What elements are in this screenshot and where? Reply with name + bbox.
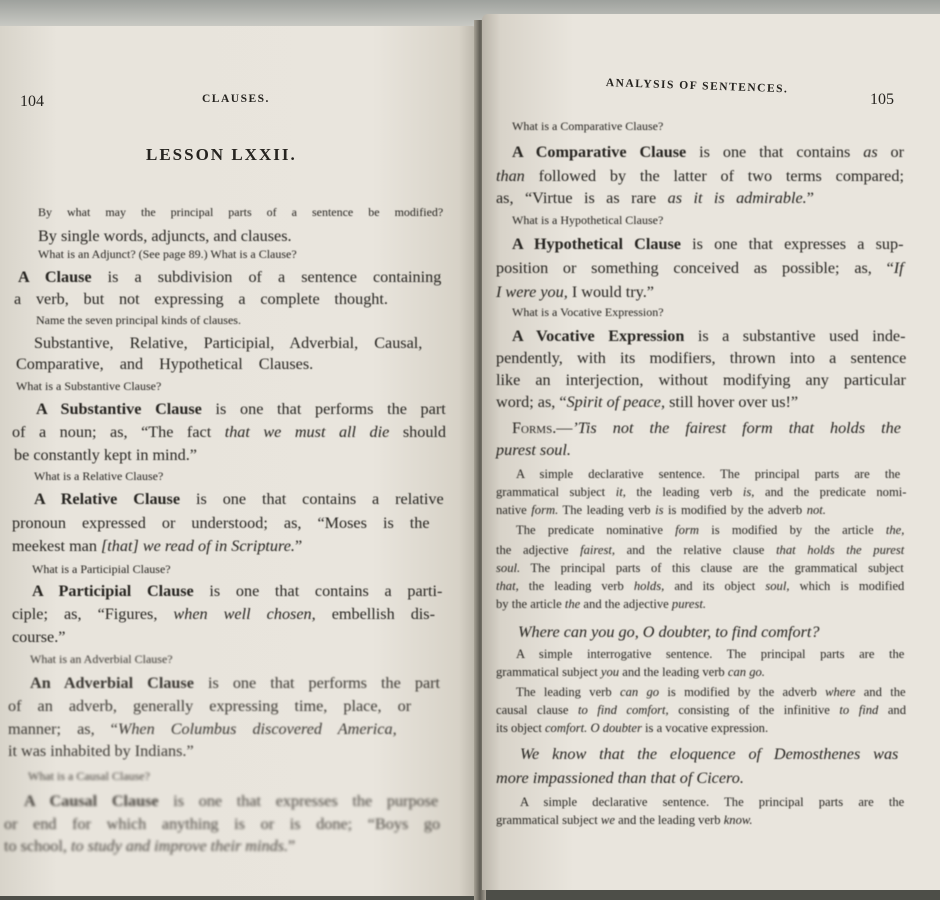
text-segment: as, “Virtue is as rare: [496, 189, 668, 207]
text-segment: is modified by the article: [698, 523, 886, 537]
small-line: [496, 544, 904, 557]
text-segment: grammatical subject: [496, 485, 616, 499]
question-line: [512, 214, 663, 226]
answer-line: [24, 793, 438, 809]
text-segment: form.: [531, 503, 559, 517]
question-line: [16, 380, 161, 392]
text-segment: I were you,: [496, 283, 568, 301]
text-segment: it,: [615, 485, 626, 499]
small-line: [496, 814, 752, 827]
text-segment: ”: [294, 537, 303, 555]
answer-line: [12, 424, 446, 440]
answer-line: [496, 372, 906, 388]
text-segment: its object: [496, 721, 545, 735]
text-segment: By single words, adjuncts, and clauses.: [38, 227, 292, 245]
text-segment: A Causal Clause: [24, 792, 159, 810]
text-segment: the leading verb: [625, 485, 743, 499]
text-segment: and: [878, 703, 907, 717]
text-segment: and its object: [664, 579, 766, 593]
small-line: [516, 648, 904, 661]
text-segment: and the adjective: [580, 597, 672, 611]
example-line: [518, 624, 820, 640]
small-line: [516, 686, 906, 699]
example-line: [520, 746, 898, 762]
example-line: [496, 770, 744, 786]
text-segment: A Participial Clause: [32, 582, 194, 600]
text-segment: A simple declarative sentence. The principal parts are the: [520, 795, 905, 809]
text-segment: form: [675, 523, 699, 537]
question-line: [38, 206, 443, 218]
text-segment: to study and improve their minds.: [71, 837, 289, 855]
text-segment: is one that contains: [686, 143, 864, 161]
running-head: CLAUSES.: [202, 93, 270, 105]
text-segment: O doubter: [590, 721, 642, 735]
text-segment: A simple interrogative sentence. The principal parts are the: [516, 647, 905, 661]
text-segment: or: [877, 143, 905, 161]
text-segment: ”: [806, 189, 814, 207]
question-line: [30, 653, 173, 665]
answer-line: [38, 228, 292, 244]
text-segment: manner; as, “: [8, 720, 118, 738]
text-segment: ciple; as, “Figures,: [12, 605, 174, 623]
text-segment: course.”: [12, 628, 66, 646]
answer-line: [8, 721, 397, 737]
text-segment: What is a Hypothetical Clause?: [512, 213, 664, 227]
text-segment: What is an Adverbial Clause?: [30, 652, 173, 666]
question-line: [28, 770, 150, 782]
text-segment: you: [600, 665, 620, 679]
text-segment: is one that performs the part: [201, 400, 446, 418]
text-segment: By what may the principal parts of a sentence be modified?: [38, 205, 444, 219]
answer-line: [12, 515, 430, 531]
left-page: [0, 26, 478, 896]
answer-line: [12, 629, 65, 645]
text-segment: purest soul.: [496, 441, 571, 459]
text-segment: and the leading verb: [614, 813, 724, 827]
text-segment: a verb, but not expressing a complete thought.: [14, 290, 388, 308]
text-segment: What is a Comparative Clause?: [512, 119, 664, 133]
text-segment: or end for which anything is or is done; “Boys go: [4, 815, 441, 833]
answer-line: [32, 583, 442, 599]
text-segment: Forms: [512, 419, 553, 437]
text-segment: I would try.”: [567, 283, 654, 301]
small-line: [496, 580, 904, 593]
text-segment: more impassioned than that of Cicero.: [496, 769, 744, 787]
text-segment: What is a Substantive Clause?: [16, 379, 162, 393]
text-segment: not.: [806, 503, 826, 517]
text-segment: is modified by the adverb: [663, 503, 807, 517]
text-segment: purest.: [671, 597, 707, 611]
text-segment: is a vocative expression.: [641, 721, 769, 735]
text-segment: position or something conceived as possible; as, “: [496, 259, 894, 277]
text-segment: by the article: [496, 597, 565, 611]
page-number: 105: [870, 91, 894, 108]
answer-line: [496, 394, 798, 410]
text-segment: like an interjection, without modifying any particular: [496, 371, 906, 389]
text-segment: comfort.: [544, 721, 588, 735]
text-segment: is one that expresses a sup-: [680, 235, 904, 253]
answer-line: [4, 838, 295, 854]
text-segment: What is a Vocative Expression?: [512, 305, 664, 319]
text-segment: should: [389, 423, 447, 441]
text-segment: A Comparative Clause: [512, 143, 687, 161]
text-segment: embellish dis-: [315, 605, 435, 623]
text-segment: A Hypothetical Clause: [512, 235, 681, 253]
text-segment: the adjective: [496, 543, 581, 557]
text-segment: is a substantive used inde-: [684, 327, 906, 345]
text-segment: to school,: [4, 837, 71, 855]
question-line: [512, 120, 663, 132]
text-segment: and the relative clause: [615, 543, 777, 557]
text-segment: where: [825, 685, 856, 699]
text-segment: is one that contains a relative: [180, 490, 444, 508]
answer-line: [496, 284, 654, 300]
text-segment: is a subdivision of a sentence containing: [91, 268, 442, 286]
answer-line: [512, 144, 904, 160]
text-segment: is modified by the adverb: [659, 685, 826, 699]
text-segment: Spirit of peace,: [566, 393, 666, 411]
text-segment: is one that expresses the purpose: [158, 792, 439, 810]
text-segment: that,: [496, 579, 519, 593]
answer-line: [36, 401, 446, 417]
question-line: [32, 563, 171, 575]
text-segment: A Vocative Expression: [512, 327, 685, 345]
answer-line: [496, 260, 904, 276]
text-segment: it was inhabited by Indians.”: [8, 742, 194, 760]
running-head: ANALYSIS OF SENTENCES.: [605, 77, 789, 96]
answer-line: [14, 447, 197, 463]
text-segment: to find: [839, 703, 879, 717]
answer-line: [496, 168, 904, 184]
text-segment: is,: [742, 485, 755, 499]
text-segment: the: [564, 597, 581, 611]
text-segment: soul,: [765, 579, 790, 593]
text-segment: can go.: [727, 665, 765, 679]
small-line: [496, 562, 904, 575]
text-segment: .—: [552, 419, 573, 437]
text-segment: and the leading verb: [619, 665, 728, 679]
text-segment: know.: [723, 813, 753, 827]
small-line: [496, 486, 906, 499]
answer-line: [496, 442, 571, 458]
text-segment: grammatical subject: [496, 665, 601, 679]
text-segment: What is a Participial Clause?: [32, 562, 171, 576]
text-segment: fairest,: [580, 543, 616, 557]
text-segment: When Columbus discovered America,: [117, 720, 397, 738]
answer-line: [18, 269, 441, 285]
text-segment: followed by the latter of two terms compared;: [524, 167, 904, 185]
right-page: [482, 14, 940, 890]
text-segment: The leading verb: [516, 685, 620, 699]
answer-line: [496, 350, 906, 366]
text-segment: soul.: [496, 561, 521, 575]
small-line: [516, 524, 904, 537]
page-number: 104: [20, 93, 44, 110]
text-segment: meekest man: [12, 537, 101, 555]
text-segment: native: [496, 503, 532, 517]
question-line: [38, 248, 297, 260]
text-segment: can go: [619, 685, 660, 699]
text-segment: to find comfort,: [577, 703, 669, 717]
text-segment: What is a Relative Clause?: [34, 469, 164, 483]
text-segment: The principal parts of this clause are the grammatical subject: [520, 561, 904, 575]
text-segment: of an adverb, generally expressing time, place, or: [8, 697, 412, 715]
text-segment: An Adverbial Clause: [30, 674, 194, 692]
small-line: [496, 666, 765, 679]
small-line: [496, 598, 706, 611]
text-segment: What is an Adjunct? (See page 89.) What is a Clause?: [38, 247, 297, 261]
text-segment: when well chosen,: [173, 605, 316, 623]
text-segment: word; as, “: [496, 393, 567, 411]
text-segment: we: [600, 813, 615, 827]
text-segment: The leading verb: [558, 503, 656, 517]
text-segment: If: [893, 259, 904, 277]
text-segment: than: [496, 167, 525, 185]
text-segment: A simple declarative sentence. The principal parts are the: [516, 467, 901, 481]
text-segment: Name the seven principal kinds of clauses.: [36, 313, 241, 327]
answer-line: [496, 190, 814, 206]
text-segment: as it is admirable.: [667, 189, 807, 207]
text-segment: consisting of the infinitive: [668, 703, 840, 717]
text-segment: the,: [885, 523, 905, 537]
text-segment: We know that the eloquence of Demosthenes was: [520, 745, 899, 763]
text-segment: grammatical subject: [496, 813, 601, 827]
answer-line: [14, 291, 388, 307]
answer-line: [12, 606, 435, 622]
text-segment: pendently, with its modifiers, thrown into a sentence: [496, 349, 907, 367]
answer-line: [30, 675, 440, 691]
small-line: [496, 504, 826, 517]
text-segment: is one that performs the part: [193, 674, 441, 692]
small-line: [520, 796, 904, 809]
question-line: [36, 314, 241, 326]
small-line: [516, 468, 900, 481]
question-line: [512, 306, 664, 318]
text-segment: ’Tis not the fairest form that holds the: [572, 419, 901, 437]
text-segment: be constantly kept in mind.”: [14, 446, 197, 464]
text-segment: A Relative Clause: [34, 490, 181, 508]
text-segment: and the predicate nomi-: [754, 485, 907, 499]
text-segment: Substantive, Relative, Participial, Adverbial, Causal,: [34, 334, 423, 352]
small-line: [496, 722, 768, 735]
text-segment: of a noun; as, “The fact: [12, 423, 225, 441]
text-segment: that we must all die: [224, 423, 390, 441]
answer-line: [512, 236, 904, 252]
text-segment: causal clause: [496, 703, 578, 717]
text-segment: A Clause: [18, 268, 92, 286]
text-segment: [that] we read of in Scripture.: [101, 537, 295, 555]
text-segment: A Substantive Clause: [36, 400, 202, 418]
text-segment: is one that contains a parti-: [193, 582, 443, 600]
text-segment: the leading verb: [518, 579, 634, 593]
text-segment: Where can you go, O doubter, to find comfort?: [518, 623, 820, 641]
answer-line: [512, 420, 901, 436]
answer-line: [512, 328, 906, 344]
text-segment: as: [863, 143, 878, 161]
text-segment: Comparative, and Hypothetical Clauses.: [16, 355, 314, 373]
text-segment: and the: [855, 685, 906, 699]
text-segment: is: [655, 503, 664, 517]
lesson-title: LESSON LXXII.: [146, 145, 297, 164]
text-segment: The predicate nominative: [516, 523, 676, 537]
text-segment: still hover over us!”: [665, 393, 799, 411]
answer-line: [4, 816, 440, 832]
text-segment: which is modified: [789, 579, 905, 593]
text-segment: that holds the purest: [776, 543, 905, 557]
text-segment: What is a Causal Clause?: [28, 769, 150, 783]
text-segment: pronoun expressed or understood; as, “Moses is the: [12, 514, 430, 532]
answer-line: [34, 491, 444, 507]
answer-line: [34, 335, 422, 351]
answer-line: [8, 743, 194, 759]
text-segment: holds,: [633, 579, 665, 593]
answer-line: [12, 538, 302, 554]
text-segment: ”: [288, 837, 296, 855]
answer-line: [8, 698, 411, 714]
small-line: [496, 704, 906, 717]
question-line: [34, 470, 163, 482]
answer-line: [16, 356, 313, 372]
